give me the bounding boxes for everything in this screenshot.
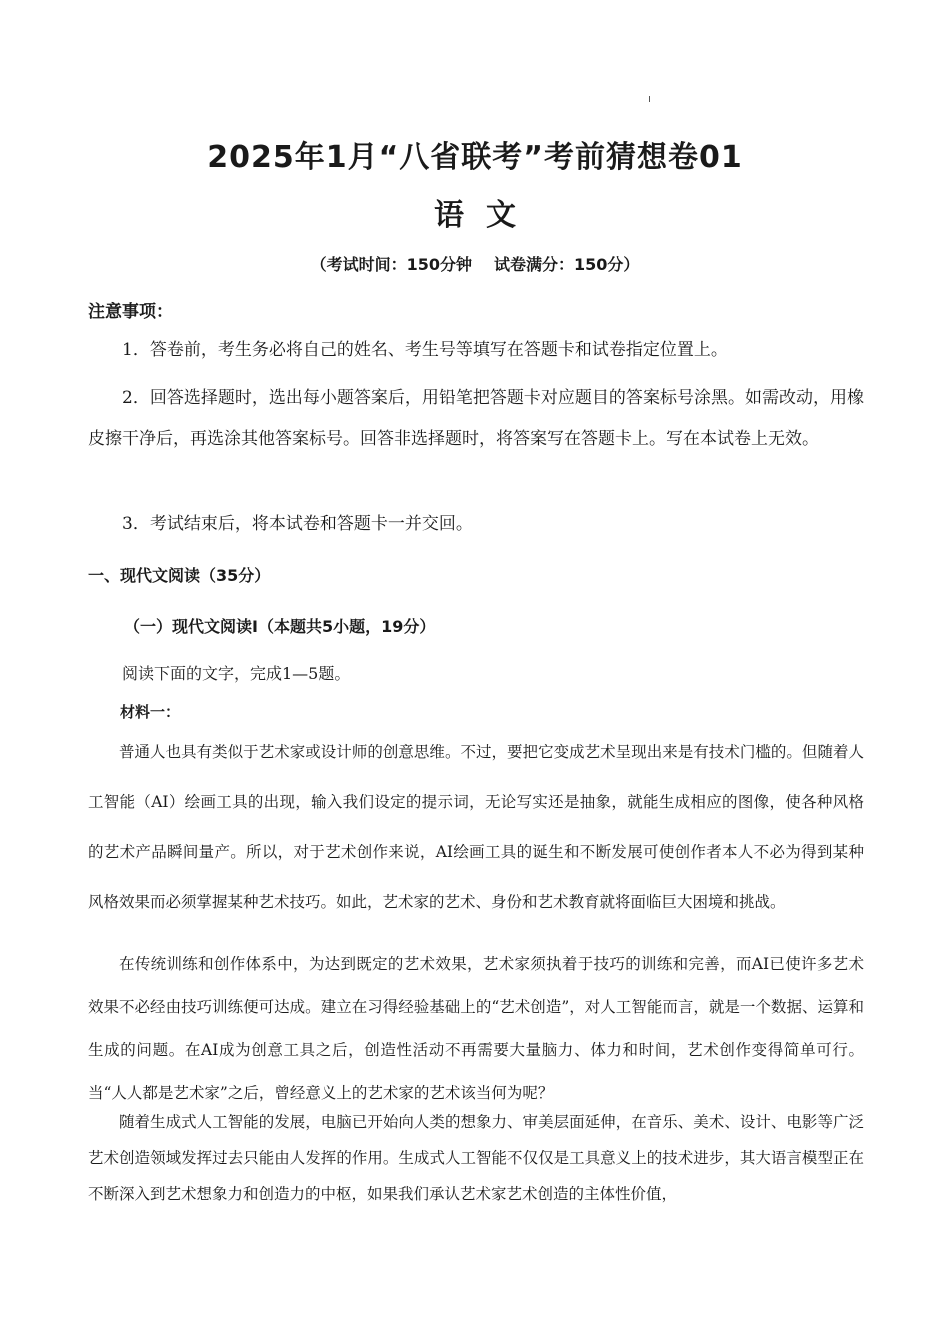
subject-title: 语文 bbox=[434, 198, 538, 233]
exam-info bbox=[0, 252, 950, 275]
body-paragraph: 随着生成式人工智能的发展，电脑已开始向人类的想象力、审美层面延伸，在音乐、美术、设计、电影等广泛艺术创造领域发挥过去只能由人发挥的作用。生成式人工智能不仅仅是工具意义上的技术进步，其大语言模型正在不断深入到艺术想象力和创造力的中枢，如果我们承认艺术家艺术创造的主体性价值， bbox=[88, 1113, 864, 1203]
full-score: 试卷满分：150分） bbox=[494, 255, 640, 274]
section-heading: 一、现代文阅读（35分） bbox=[88, 566, 271, 585]
notice-item-1: 1．答卷前，考生务必将自己的姓名、考生号等填写在答题卡和试卷指定位置上。 bbox=[122, 340, 728, 360]
material-label: 材料一： bbox=[120, 703, 181, 721]
exam-time: （考试时间：150分钟 bbox=[310, 255, 472, 274]
page-marker bbox=[649, 96, 650, 102]
notice-item-2: 2．回答选择题时，选出每小题答案后，用铅笔把答题卡对应题目的答案标号涂黑。如需改动，用橡皮擦干净后，再选涂其他答案标号。回答非选择题时，将答案写在答题卡上。写在本试卷上无效。 bbox=[88, 388, 864, 449]
notice-item-3: 3．考试结束后，将本试卷和答题卡一并交回。 bbox=[122, 514, 473, 534]
body-paragraph: 普通人也具有类似于艺术家或设计师的创意思维。不过，要把它变成艺术呈现出来是有技术门槛的。但随着人工智能（AI）绘画工具的出现，输入我们设定的提示词，无论写实还是抽象，就能生成相应的图像，使各种风格的艺术产品瞬间量产。所以，对于艺术创作来说，AI绘画工具的诞生和不断发展可使创作者本人不必为得到某种风格效果而必须掌握某种艺术技巧。如此，艺术家的艺术、身份和艺术教育就将面临巨大困境和挑战。 bbox=[88, 743, 864, 911]
exam-title: 2025年1月“八省联考”考前猜想卷01 bbox=[207, 140, 743, 175]
body-paragraph: 在传统训练和创作体系中，为达到既定的艺术效果，艺术家须执着于技巧的训练和完善，而AI已使许多艺术效果不必经由技巧训练便可达成。建立在习得经验基础上的“艺术创造”，对人工智能而言，就是一个数据、运算和生成的问题。在AI成为创意工具之后，创造性活动不再需要大量脑力、体力和时间，艺术创作变得简单可行。当“人人都是艺术家”之后，曾经意义上的艺术家的艺术该当何为呢？ bbox=[88, 955, 864, 1102]
reading-instruction: 阅读下面的文字，完成1—5题。 bbox=[122, 664, 351, 683]
notice-heading: 注意事项： bbox=[88, 302, 173, 322]
sub-section-heading: （一）现代文阅读Ⅰ（本题共5小题，19分） bbox=[124, 617, 436, 636]
